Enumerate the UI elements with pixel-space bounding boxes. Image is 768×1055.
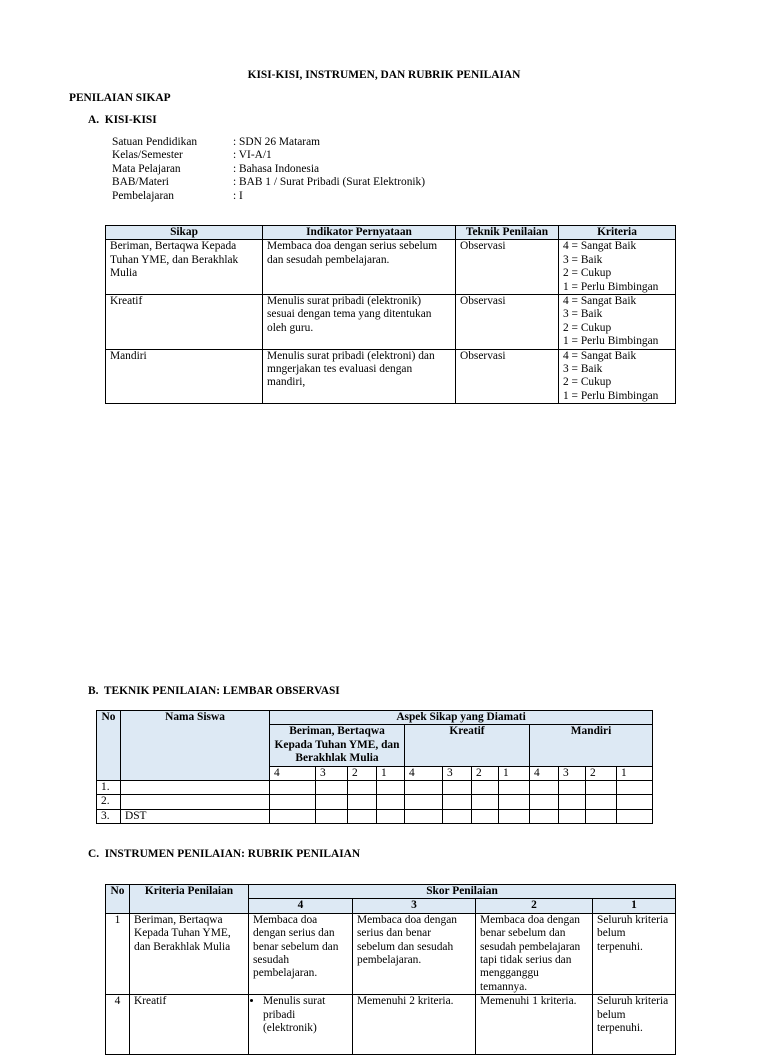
score-header: 4 — [249, 899, 353, 913]
skor-2-cell: Memenuhi 1 kriteria. — [476, 995, 593, 1055]
section-heading-lembar-observasi: B. TEKNIK PENILAIAN: LEMBAR OBSERVASI — [88, 685, 340, 697]
score-cell — [499, 809, 530, 823]
section-heading-penilaian-sikap: PENILAIAN SIKAP — [69, 92, 171, 104]
score-label: 3 — [316, 766, 348, 780]
kriteria-cell — [559, 240, 676, 295]
aspek-header: Beriman, Bertaqwa Kepada Tuhan YME, dan Berakhlak Mulia — [270, 725, 405, 766]
skor-2-cell: Membaca doa dengan benar sebelum dan sesudah pembelajaran tapi tidak serius dan mengganggu temannya. — [476, 913, 593, 994]
column-header-no: No — [106, 885, 130, 914]
sikap-cell: Mandiri — [106, 349, 263, 404]
table-header-row — [106, 226, 676, 240]
info-label: Satuan Pendidikan — [112, 136, 198, 148]
section-heading-rubrik-penilaian: C. INSTRUMEN PENILAIAN: RUBRIK PENILAIAN — [88, 848, 361, 860]
info-value: : BAB 1 / Surat Pribadi (Surat Elektronik) — [233, 176, 426, 189]
score-cell — [443, 809, 472, 823]
skor-4-cell — [249, 995, 353, 1055]
table-header-row — [97, 711, 653, 725]
table-row — [106, 240, 676, 295]
score-label: 1 — [499, 766, 530, 780]
kriteria-line: 2 = Cukup — [563, 321, 612, 334]
score-cell — [530, 809, 559, 823]
score-cell — [348, 795, 377, 809]
column-header: Sikap — [106, 226, 263, 240]
score-cell — [405, 809, 443, 823]
aspek-header: Mandiri — [530, 725, 653, 766]
kriteria-line: 1 = Perlu Bimbingan — [563, 280, 659, 293]
sikap-cell: Kreatif — [106, 295, 263, 350]
column-header: Kriteria — [559, 226, 676, 240]
kriteria-line: 3 = Baik — [563, 363, 603, 376]
score-cell — [586, 795, 617, 809]
kriteria-cell: Kreatif — [130, 995, 249, 1055]
identity-info-block — [112, 136, 425, 203]
score-cell — [405, 781, 443, 795]
row-number: 2. — [97, 795, 121, 809]
kriteria-line: 3 = Baik — [563, 308, 603, 321]
score-cell — [270, 809, 316, 823]
kriteria-cell — [559, 295, 676, 350]
kriteria-line: 1 = Perlu Bimbingan — [563, 335, 659, 348]
kriteria-line: 3 = Baik — [563, 253, 603, 266]
info-value: : I — [233, 189, 243, 202]
info-label: BAB/Materi — [112, 176, 169, 189]
info-label: Kelas/Semester — [112, 149, 183, 162]
score-cell — [586, 809, 617, 823]
score-cell — [472, 795, 499, 809]
kriteria-line: 4 = Sangat Baik — [563, 295, 637, 308]
observation-sheet-table — [96, 710, 653, 824]
score-cell — [499, 781, 530, 795]
table-row — [106, 913, 676, 994]
score-label: 1 — [617, 766, 653, 780]
info-value: : Bahasa Indonesia — [233, 162, 320, 175]
score-cell — [617, 795, 653, 809]
score-label: 4 — [530, 766, 559, 780]
kriteria-cell: Beriman, Bertaqwa Kepada Tuhan YME, dan Berakhlak Mulia — [130, 913, 249, 994]
table-row — [97, 809, 653, 823]
column-header: Teknik Penilaian — [456, 226, 559, 240]
score-cell — [348, 809, 377, 823]
score-header: 2 — [476, 899, 593, 913]
score-cell — [377, 795, 405, 809]
column-header-nama-siswa: Nama Siswa — [121, 711, 270, 781]
column-header-kriteria: Kriteria Penilaian — [130, 885, 249, 914]
row-number: 1 — [106, 913, 130, 994]
info-row — [112, 136, 425, 149]
table-row — [106, 995, 676, 1055]
column-header-skor: Skor Penilaian — [249, 885, 676, 899]
score-cell — [348, 781, 377, 795]
score-cell — [405, 795, 443, 809]
table-row — [97, 781, 653, 795]
row-number: 4 — [106, 995, 130, 1055]
info-row — [112, 149, 425, 162]
score-cell — [316, 781, 348, 795]
info-row — [112, 163, 425, 176]
score-label: 4 — [405, 766, 443, 780]
score-label: 3 — [559, 766, 586, 780]
info-label: Pembelajaran — [112, 189, 174, 202]
student-name: DST — [121, 809, 270, 823]
indikator-cell: Menulis surat pribadi (elektroni) dan mngerjakan tes evaluasi dengan mandiri, — [263, 349, 456, 404]
info-label: Mata Pelajaran — [112, 162, 181, 175]
column-header-aspek: Aspek Sikap yang Diamati — [270, 711, 653, 725]
list-item: • Menulis surat pribadi (elektronik) — [263, 995, 348, 1035]
score-cell — [443, 781, 472, 795]
kisi-kisi-table — [105, 225, 676, 404]
score-cell — [499, 795, 530, 809]
table-header-row — [106, 885, 676, 899]
score-label: 1 — [377, 766, 405, 780]
teknik-cell: Observasi — [456, 240, 559, 295]
score-header: 1 — [593, 899, 676, 913]
teknik-cell: Observasi — [456, 295, 559, 350]
score-cell — [559, 781, 586, 795]
score-cell — [443, 795, 472, 809]
score-label: 2 — [586, 766, 617, 780]
criteria-list — [253, 995, 348, 1035]
score-cell — [586, 781, 617, 795]
score-cell — [270, 781, 316, 795]
skor-1-cell: Seluruh kriteria belum terpenuhi. — [593, 913, 676, 994]
score-cell — [530, 795, 559, 809]
kriteria-line: 1 = Perlu Bimbingan — [563, 389, 659, 402]
score-cell — [617, 809, 653, 823]
table-row — [106, 295, 676, 350]
info-row — [112, 176, 425, 189]
score-cell — [617, 781, 653, 795]
skor-3-cell: Membaca doa dengan serius dan benar sebelum dan sesudah pembelajaran. — [353, 913, 476, 994]
row-number: 1. — [97, 781, 121, 795]
score-cell — [559, 809, 586, 823]
score-label: 2 — [348, 766, 377, 780]
skor-1-cell: Seluruh kriteria belum terpenuhi. — [593, 995, 676, 1055]
score-cell — [559, 795, 586, 809]
column-header: Indikator Pernyataan — [263, 226, 456, 240]
info-value: : VI-A/1 — [233, 149, 272, 162]
score-label: 2 — [472, 766, 499, 780]
score-cell — [270, 795, 316, 809]
indikator-cell: Menulis surat pribadi (elektronik) sesuai dengan tema yang ditentukan oleh guru. — [263, 295, 456, 350]
column-header-no: No — [97, 711, 121, 781]
kriteria-line: 2 = Cukup — [563, 376, 612, 389]
kriteria-line: 2 = Cukup — [563, 267, 612, 280]
score-cell — [316, 809, 348, 823]
row-number: 3. — [97, 809, 121, 823]
score-label: 3 — [443, 766, 472, 780]
score-label: 4 — [270, 766, 316, 780]
table-row — [97, 795, 653, 809]
kriteria-cell — [559, 349, 676, 404]
document-title: KISI-KISI, INSTRUMEN, DAN RUBRIK PENILAIAN — [247, 69, 521, 81]
score-cell — [316, 795, 348, 809]
rubric-table — [105, 884, 676, 1055]
score-cell — [377, 781, 405, 795]
kriteria-line: 4 = Sangat Baik — [563, 240, 637, 253]
table-row — [106, 349, 676, 404]
skor-3-cell: Memenuhi 2 kriteria. — [353, 995, 476, 1055]
aspek-header: Kreatif — [405, 725, 530, 766]
score-cell — [377, 809, 405, 823]
score-cell — [530, 781, 559, 795]
indikator-cell: Membaca doa dengan serius sebelum dan sesudah pembelajaran. — [263, 240, 456, 295]
kriteria-line: 4 = Sangat Baik — [563, 349, 637, 362]
teknik-cell: Observasi — [456, 349, 559, 404]
score-cell — [472, 781, 499, 795]
student-name — [121, 781, 270, 795]
score-header: 3 — [353, 899, 476, 913]
sikap-cell: Beriman, Bertaqwa Kepada Tuhan YME, dan Berakhlak Mulia — [106, 240, 263, 295]
score-cell — [472, 809, 499, 823]
section-heading-kisi-kisi: A. KISI-KISI — [88, 114, 157, 126]
info-row — [112, 190, 425, 203]
student-name — [121, 795, 270, 809]
info-value: : SDN 26 Mataram — [233, 136, 320, 148]
skor-4-cell: Membaca doa dengan serius dan benar sebelum dan sesudah pembelajaran. — [249, 913, 353, 994]
